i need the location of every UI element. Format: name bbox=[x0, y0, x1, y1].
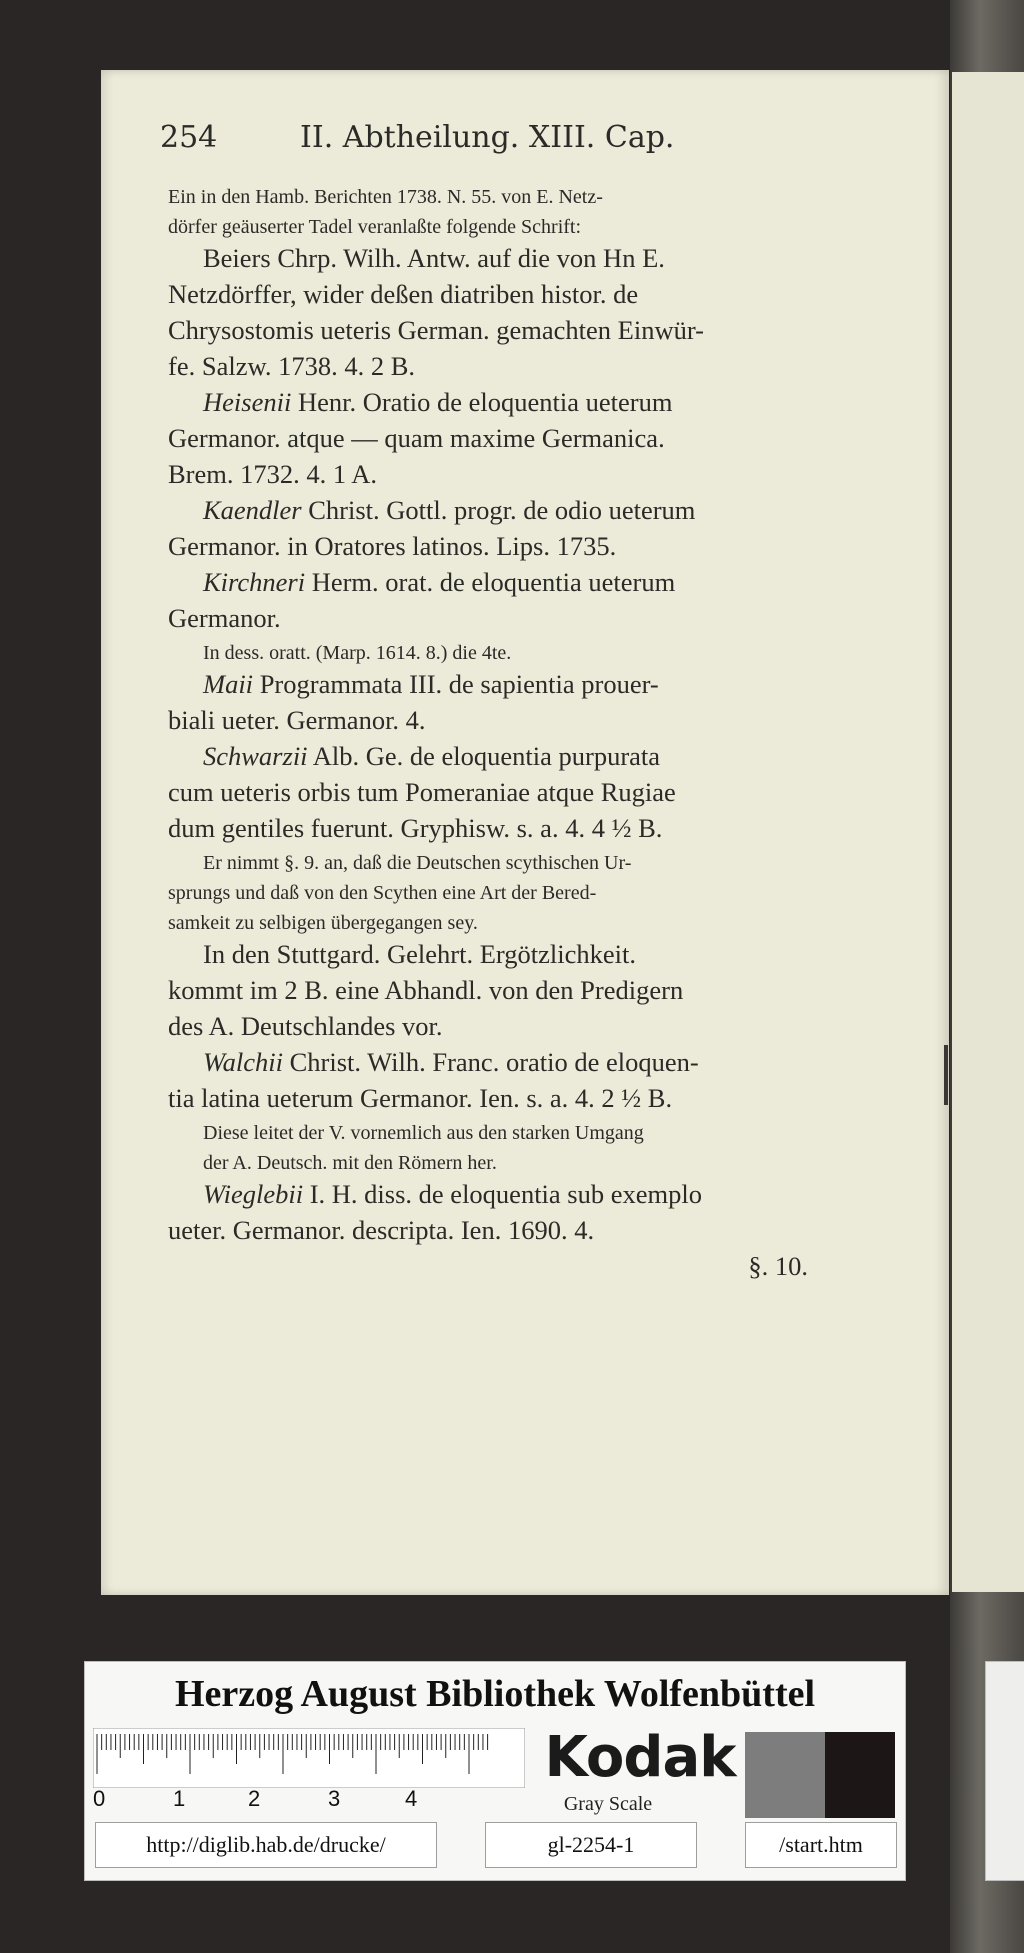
author-name: Wieglebii bbox=[203, 1179, 304, 1209]
gray-patch-dark bbox=[825, 1732, 895, 1818]
text-line: In den Stuttgard. Gelehrt. Ergötzlichkeit. bbox=[203, 939, 636, 969]
adjacent-target-card bbox=[985, 1661, 1024, 1881]
gray-patch-mid bbox=[745, 1732, 825, 1818]
text-line: dörfer geäuserter Tadel veranlaßte folgende Schrift: bbox=[168, 216, 582, 238]
text-line: biali ueter. Germanor. 4. bbox=[168, 705, 426, 735]
text-line: tia latina ueterum Germanor. Ien. s. a. 4. 2 ½ B. bbox=[168, 1083, 673, 1113]
text-line: des A. Deutschlandes vor. bbox=[168, 1011, 443, 1041]
text-line: Ein in den Hamb. Berichten 1738. N. 55. von E. Netz- bbox=[168, 186, 603, 208]
text-line: Beiers Chrp. Wilh. Antw. auf die von Hn E. bbox=[203, 243, 665, 273]
ruler-label-3: 3 bbox=[328, 1786, 341, 1811]
page-number: 254 bbox=[160, 120, 218, 155]
text-line: Chrysostomis ueteris German. gemachten Einwür- bbox=[168, 315, 704, 345]
text-line bbox=[168, 1176, 808, 1212]
entry-text: Henr. Oratio de eloquentia ueterum bbox=[291, 387, 673, 417]
text-line bbox=[168, 492, 808, 528]
author-name: Kirchneri bbox=[203, 567, 306, 597]
author-name: Kaendler bbox=[203, 495, 302, 525]
author-name: Schwarzii bbox=[203, 741, 308, 771]
text-line: dum gentiles fuerunt. Gryphisw. s. a. 4. 4 ½ B. bbox=[168, 813, 663, 843]
entry-text: I. H. diss. de eloquentia sub exemplo bbox=[303, 1179, 702, 1209]
gray-scale-label: Gray Scale bbox=[563, 1793, 653, 1815]
ruler-label-4: 4 bbox=[405, 1786, 418, 1811]
ruler-label-2: 2 bbox=[248, 1786, 261, 1811]
text-line: Er nimmt §. 9. an, daß die Deutschen scythischen Ur- bbox=[203, 852, 632, 874]
text-line bbox=[168, 384, 808, 420]
entry-text: Alb. Ge. de eloquentia purpurata bbox=[307, 741, 661, 771]
text-line: Germanor. bbox=[168, 603, 281, 633]
text-line bbox=[168, 666, 808, 702]
text-line: Netzdörffer, wider deßen diatriben histor. de bbox=[168, 279, 639, 309]
url-prefix: http://diglib.hab.de/drucke/ bbox=[95, 1822, 437, 1868]
text-line bbox=[168, 564, 808, 600]
url-suffix: /start.htm bbox=[745, 1822, 897, 1868]
margin-mark bbox=[944, 1045, 948, 1105]
text-line: ueter. Germanor. descripta. Ien. 1690. 4. bbox=[168, 1215, 595, 1245]
text-line: sprungs und daß von den Scythen eine Art der Bered- bbox=[168, 882, 597, 904]
text-line bbox=[168, 1044, 808, 1080]
entry-text: Herm. orat. de eloquentia ueterum bbox=[305, 567, 676, 597]
text-line: der A. Deutsch. mit den Römern her. bbox=[203, 1152, 497, 1174]
text-line: Brem. 1732. 4. 1 A. bbox=[168, 459, 378, 489]
text-line bbox=[168, 738, 808, 774]
text-line: cum ueteris orbis tum Pomeraniae atque Rugiae bbox=[168, 777, 676, 807]
author-name: Maii bbox=[203, 669, 254, 699]
author-name: Heisenii bbox=[203, 387, 292, 417]
page-text bbox=[168, 180, 808, 1284]
ruler-label-1: 1 bbox=[173, 1786, 186, 1811]
shelfmark: gl-2254-1 bbox=[485, 1822, 697, 1868]
ruler-scale bbox=[93, 1728, 525, 1788]
entry-text: Christ. Gottl. progr. de odio ueterum bbox=[301, 495, 696, 525]
text-line: kommt im 2 B. eine Abhandl. von den Predigern bbox=[168, 975, 684, 1005]
color-target-card bbox=[84, 1661, 906, 1881]
text-line: §. 10. bbox=[748, 1251, 808, 1281]
text-line: Germanor. atque — quam maxime Germanica. bbox=[168, 423, 665, 453]
running-title: II. Abtheilung. XIII. Cap. bbox=[300, 120, 675, 155]
text-line: samkeit zu selbigen übergegangen sey. bbox=[168, 912, 478, 934]
author-name: Walchii bbox=[203, 1047, 283, 1077]
text-line: fe. Salzw. 1738. 4. 2 B. bbox=[168, 351, 416, 381]
library-name: Herzog August Bibliothek Wolfenbüttel bbox=[174, 1673, 816, 1715]
next-page-edge bbox=[952, 72, 1024, 1592]
text-line: In dess. oratt. (Marp. 1614. 8.) die 4te. bbox=[203, 642, 512, 664]
ruler-label-0: 0 bbox=[93, 1786, 106, 1811]
kodak-logo: Kodak bbox=[544, 1725, 736, 1790]
text-line: Diese leitet der V. vornemlich aus den starken Umgang bbox=[203, 1122, 644, 1144]
text-line: Germanor. in Oratores latinos. Lips. 1735. bbox=[168, 531, 617, 561]
ruler-labels bbox=[93, 1786, 525, 1816]
entry-text: Christ. Wilh. Franc. oratio de eloquen- bbox=[283, 1047, 699, 1077]
entry-text: Programmata III. de sapientia prouer- bbox=[253, 669, 659, 699]
